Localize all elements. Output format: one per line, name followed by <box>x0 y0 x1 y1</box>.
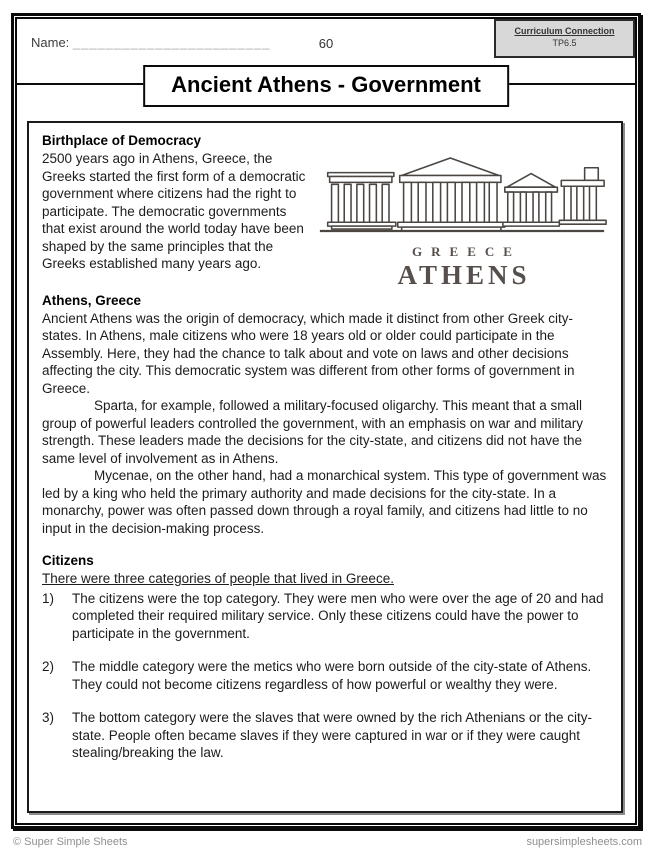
curriculum-connection-label: Curriculum Connection <box>514 26 615 36</box>
name-label: Name: <box>31 35 70 50</box>
acropolis-sketch-icon <box>316 152 608 238</box>
section-heading-citizens: Citizens <box>42 553 94 568</box>
section-heading-athens: Athens, Greece <box>42 292 142 308</box>
page-frame-inner <box>15 17 637 825</box>
page-title: Ancient Athens - Government <box>143 65 509 107</box>
curriculum-connection-code: TP6.5 <box>552 38 577 48</box>
section-birthplace <box>42 132 608 290</box>
item-text: The middle category were the metics who were born outside of the city-state of Athens. They could not become citizens regardless of how powerful or wealthy they were. <box>72 659 592 692</box>
item-number: 1) <box>42 590 55 606</box>
footer-copyright: © Super Simple Sheets <box>13 836 128 848</box>
citizens-intro: There were three categories of people that lived in Greece. <box>42 571 394 586</box>
section-citizens <box>42 552 608 762</box>
item-number: 3) <box>42 710 55 725</box>
citizens-item-1 <box>42 590 608 643</box>
item-text: The citizens were the top category. They were men who were over the age of 20 and had completed their required military service. Only these citizens could have the power to participate in the government. <box>72 590 604 641</box>
section-athens <box>42 292 608 398</box>
athens-figure <box>316 152 608 290</box>
curriculum-connection-box <box>494 19 635 58</box>
worksheet-content <box>27 121 623 813</box>
figure-country-label: GREECE <box>412 244 521 259</box>
page-frame <box>11 13 641 829</box>
citizens-item-2 <box>42 658 608 693</box>
page-number: 60 <box>318 36 334 51</box>
citizens-item-3 <box>42 709 608 762</box>
athens-paragraph: Ancient Athens was the origin of democracy, which made it distinct from other Greek city-states. In Athens, male citizens who were 18 years old or older could participate in the Assembly. Here, they had the chance to talk about and vote on laws and other decisions affecting the city. This democratic system was different from other forms of government in Greece. <box>42 310 575 396</box>
item-text: The bottom category were the slaves that were owned by the rich Athenians or the city-state. People often became slaves if they were captured in war or if they were caught stealing/breaking the law. <box>72 710 593 760</box>
mycenae-paragraph: Mycenae, on the other hand, had a monarchical system. This type of government was led by a king who held the primary authority and made decisions for the city-state. In a monarchy, power was often passed down through a royal family, and citizens had little to no input in the decision-making process. <box>42 468 607 536</box>
name-blank-line[interactable]: ________________________ <box>72 35 271 50</box>
figure-city-label: ATHENS <box>397 259 531 290</box>
footer-website: supersimplesheets.com <box>526 836 642 848</box>
section-heading-birthplace: Birthplace of Democracy <box>42 133 202 148</box>
sparta-paragraph: Sparta, for example, followed a military-focused oligarchy. This meant that a small group of powerful leaders controlled the government, with an emphasis on war and military strength. These leaders made the decisions for the city-state, and citizens did not have the same level of involvement as in Athens. <box>42 398 584 466</box>
birthplace-paragraph: 2500 years ago in Athens, Greece, the Greeks started the first form of a democratic government where citizens had the right to participate. The democratic governments that exist around the world today have been shaped by the same principles that the Greeks established many years ago. <box>42 151 306 271</box>
item-number: 2) <box>42 659 55 674</box>
